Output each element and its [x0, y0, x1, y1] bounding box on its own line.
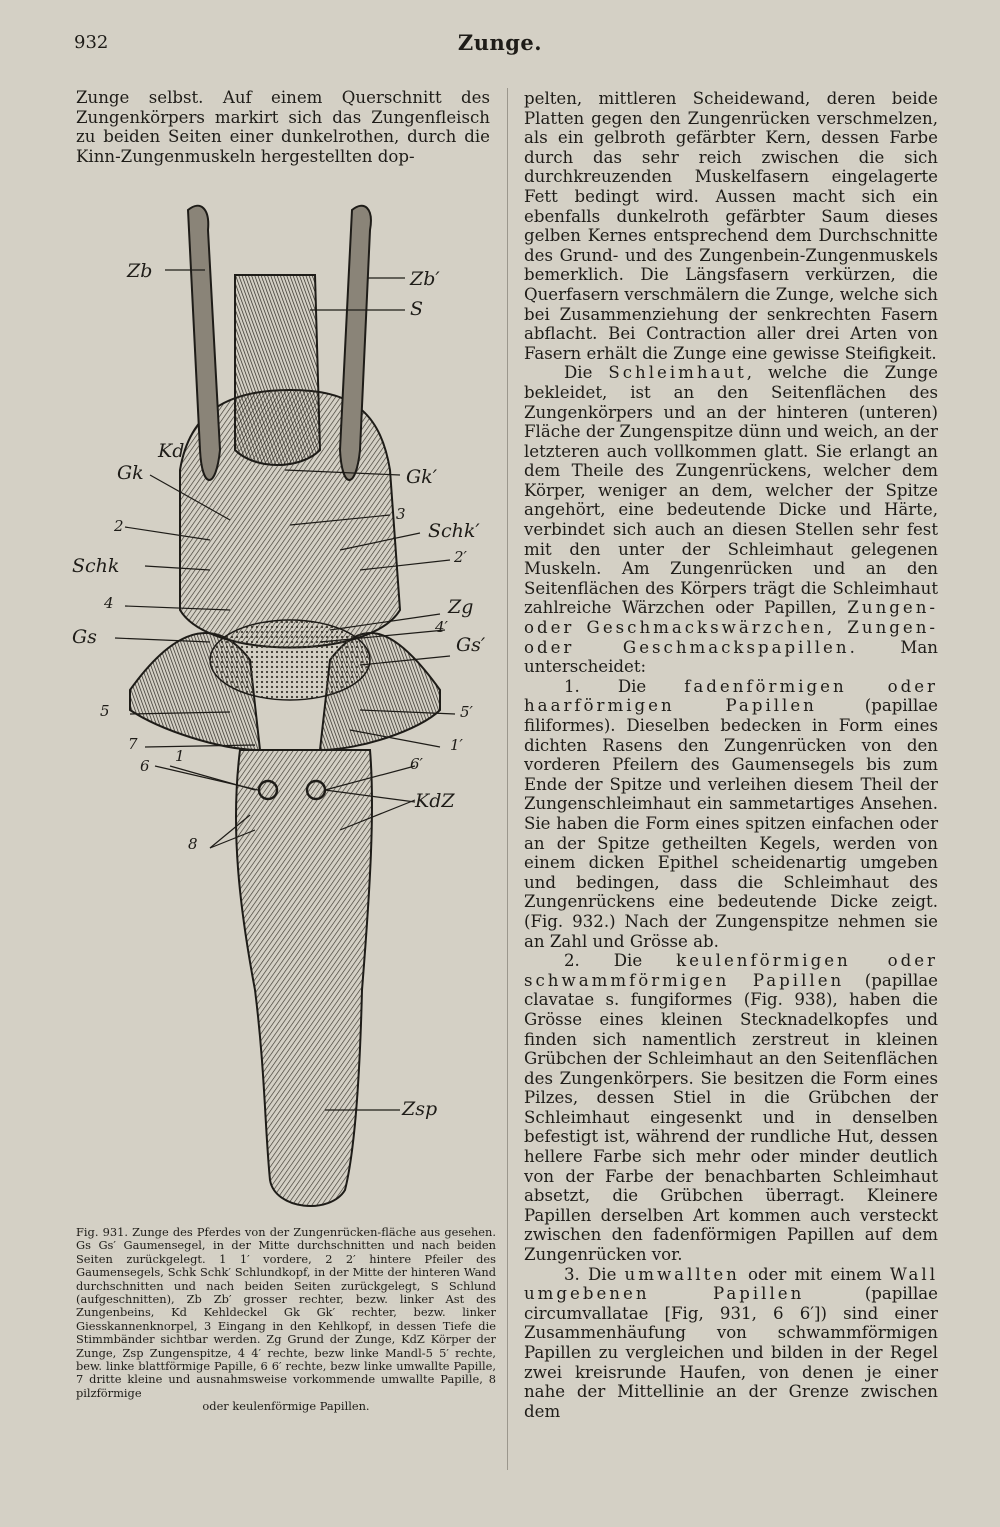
label-2-prime: 2′ — [454, 548, 467, 566]
term-keulenfoermige: keulenförmigen oder schwammförmigen Papillen — [524, 951, 938, 990]
text-run: (papillae clavatae s. fungiformes (Fig. 938), haben die Grösse eines kleinen Stecknadelkopfes und finden sich namentlich zerstreut in kleinen Grübchen der Schleimhaut an den Seitenflächen des Zungenkörpers. Sie besitzen die Form eines Pilzes, dessen Stiel in die Grübchen der Schleimhaut eingesenkt und in denselben befestigt ist, während der rundliche Hut, dessen hellere Farbe sich mehr oder minder deutlich von der Farbe der benachbarten Schleimhaut absetzt, die Grübchen überragt. Kleinere Papillen derselben Art kommen auch versteckt zwischen den fadenförmigen Papillen auf dem Zungenrücken vor. — [524, 970, 938, 1265]
label-4-prime: 4′ — [435, 618, 448, 636]
paragraph-fungiform — [524, 951, 938, 1265]
label-kd: Kd — [158, 440, 185, 462]
paragraph-mucosa — [524, 363, 938, 677]
text-run: 3. Die — [564, 1264, 625, 1284]
tongue-body — [236, 750, 372, 1206]
term-papillen: Zungen- oder Geschmackswärzchen, Zungen- oder Geschmackspapillen — [524, 598, 938, 657]
label-s: S — [410, 298, 424, 320]
term-fadenfoermige: fadenförmigen oder haarförmigen Papillen — [524, 676, 938, 716]
right-column-text — [524, 89, 938, 1421]
label-gs: Gs — [72, 626, 97, 648]
left-column-text — [76, 88, 490, 166]
label-zb: Zb — [127, 260, 153, 282]
label-4: 4 — [104, 594, 114, 612]
label-5: 5 — [100, 702, 110, 720]
text-run: . Man unterscheidet: — [524, 637, 938, 677]
running-head: Zunge. — [457, 30, 543, 55]
label-6-prime: 6′ — [410, 755, 423, 773]
tongue-root — [210, 620, 370, 700]
text-run: (papillae filiformes). Dieselben bedecken in Form eines dichten Rasens den Zungenrücken von den vorderen Pfeilern des Gaumensegels bis zum Ende der Spitze und verleihen diesem Theil der Zungenschleimhaut ein sammetartiges Ansehen. Sie haben die Form eines spitzen einfachen oder an der Spitze getheilten Kegels, werden von einem dicken Epithel scheidenartig umgeben und bedingen, dass die Schleimhaut des Zungenrückens eine bedeutende Dicke zeigt. (Fig. 932.) Nach der Zungenspitze nehmen sie an Zahl und Grösse ab. — [524, 696, 938, 951]
tongue-illustration — [70, 190, 490, 1230]
label-3: 3 — [396, 505, 406, 523]
paragraph-circumvallate — [524, 1265, 938, 1422]
esophagus — [235, 275, 320, 465]
left-paragraph: Zunge selbst. Auf einem Querschnitt des Zungenkörpers markirt sich das Zungenfleisch zu beiden Seiten einer dunkelrothen, durch die Kinn-Zungenmuskeln hergestellten dop- — [76, 88, 490, 166]
right-column — [524, 89, 938, 1421]
term-umwallten: umwallten — [624, 1264, 740, 1284]
left-column — [76, 88, 490, 166]
label-kdz: KdZ — [415, 790, 455, 812]
label-gs-prime: Gs′ — [456, 634, 486, 656]
label-zg: Zg — [448, 596, 474, 618]
caption-last-line: oder keulenförmige Papillen. — [202, 1399, 370, 1414]
paragraph-fibers: pelten, mittleren Scheidewand, deren beide Platten gegen den Zungenrücken verschmelzen, als ein gelbroth gefärbter Kern, dessen Farbe durch das sehr reich zwischen die sich durchkreuzenden Muskelfasern eingelagerte Fett bedingt wird. Aussen macht sich ein ebenfalls dunkelroth gefärbter Saum dieses gelben Kernes entsprechend dem Durchschnitte des Grund- und des Zungenbein-Zungenmuskels bemerklich. Die Längsfasern verkürzen, die Querfasern verschmälern die Zunge, welche sich bei Zusammenziehung der senkrechten Fasern abflacht. Bei Contraction aller drei Arten von Fasern erhält die Zunge eine gewisse Steifigkeit. — [524, 89, 938, 363]
label-zsp: Zsp — [402, 1098, 438, 1120]
label-1-prime: 1′ — [450, 736, 463, 754]
label-schk: Schk — [72, 555, 120, 577]
label-5-prime: 5′ — [460, 703, 473, 721]
term-wall: Wall umgebenen Papillen — [524, 1264, 938, 1304]
label-schk-prime: Schk′ — [428, 520, 480, 542]
label-8: 8 — [188, 835, 198, 853]
text-run: Die — [564, 363, 609, 383]
label-gk-prime: Gk′ — [406, 466, 438, 488]
page-header — [0, 32, 1000, 62]
label-6: 6 — [140, 757, 150, 775]
text-run: (papillae circumvallatae [Fig, 931, 6 6′]) sind einer Zusammenhäufung von schwammförmigen Papillen zu vergleichen und bilden in der Regel zwei kreisrunde Haufen, von denen je einer nahe der Mittellinie an der Grenze zwischen dem — [524, 1284, 938, 1421]
label-2: 2 — [114, 517, 124, 535]
label-gk: Gk — [117, 462, 144, 484]
text-run: , welche die Zunge bekleidet, ist an den Seitenflächen des Zungenkörpers und an der hinteren (unteren) Fläche der Zungenspitze dünn und weich, an der letzteren auch vollkommen glatt. Sie erlangt an dem Theile des Zungenrückens, welcher dem Körper, weniger an dem, welcher der Spitze angehört, eine bedeutende Dicke und Härte, verbindet sich auch an diesen Stellen sehr fest mit den unter der Schleimhaut gelegenen Muskeln. Am Zungenrücken und an den Seitenflächen des Körpers trägt die Schleimhaut zahlreiche Wärzchen oder Papillen, — [524, 363, 938, 618]
figure-caption — [76, 1226, 496, 1414]
text-run: oder mit einem — [739, 1264, 890, 1284]
label-1: 1 — [175, 747, 185, 765]
text-run: 1. Die — [564, 676, 685, 696]
paragraph-filiform — [524, 677, 938, 951]
page-number: 932 — [74, 32, 109, 53]
column-divider — [507, 88, 508, 1470]
term-schleimhaut: Schleimhaut — [608, 363, 747, 383]
text-run: 2. Die — [564, 951, 677, 971]
label-zb-prime: Zb′ — [410, 268, 440, 290]
caption-body: Fig. 931. Zunge des Pferdes von der Zungenrücken-fläche aus gesehen. Gs Gs′ Gaumensegel, in der Mitte durchschnitten und nach beiden Seiten zurückgelegt. 1 1′ vordere, 2 2′ hintere Pfeiler des Gaumensegels, Schk Schk′ Schlundkopf, in der Mitte der hinteren Wand durchschnitten und nach beiden Seiten zurückgelegt, S Schlund (aufgeschnitten), Zb Zb′ grosser rechter, bezw. linker Ast des Zungenbeins, Kd Kehldeckel Gk Gk′ rechter, bezw. linker Giesskannenknorpel, 3 Eingang in den Kehlkopf, in dessen Tiefe die Stimmbänder sichtbar werden. Zg Grund der Zunge, KdZ Körper der Zunge, Zsp Zungenspitze, 4 4′ rechte, bezw linke Mandl-5 5′ rechte, bew. linke blattförmige Papille, 6 6′ rechte, bezw linke umwallte Papille, 7 dritte kleine und ausnahmsweise vorkommende umwallte Papille, 8 pilzförmige — [76, 1225, 496, 1400]
label-7: 7 — [128, 735, 138, 753]
